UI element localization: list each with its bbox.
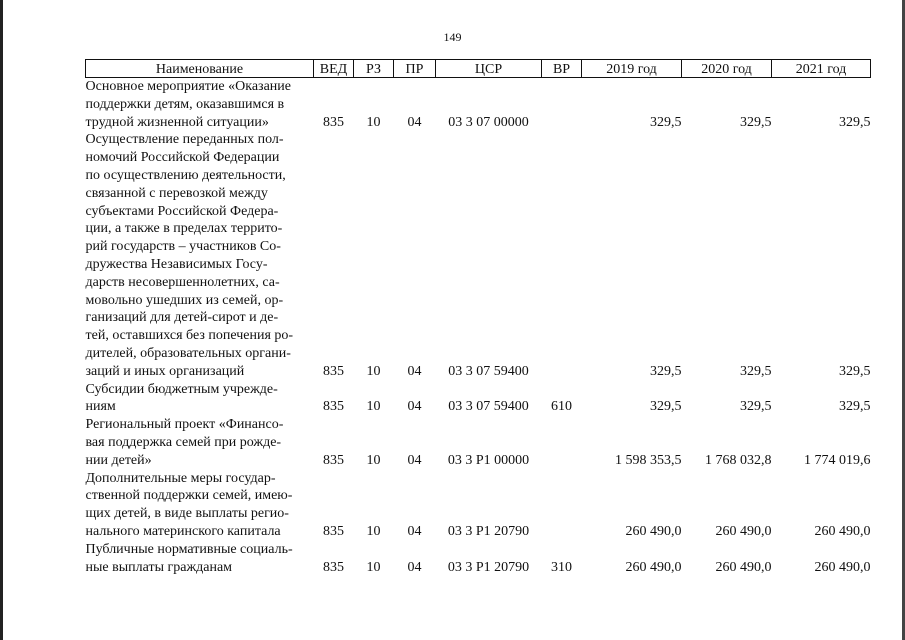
row-name	[86, 131, 314, 380]
row-name-line: мовольно ушедших из семей, ор-	[85, 292, 284, 308]
row-pr: 04	[407, 523, 422, 539]
row-amount-2020: 329,5	[740, 114, 772, 130]
row-name	[86, 381, 314, 417]
table-body	[86, 78, 871, 577]
row-amount-2021: 1 774 019,6	[804, 452, 871, 468]
row-amount-2019: 329,5	[650, 114, 682, 130]
row-amount-2021: 329,5	[839, 114, 871, 130]
row-name-line: поддержки детям, оказавшимся в	[85, 96, 285, 112]
row-name	[86, 541, 314, 577]
row-rz: 10	[366, 114, 381, 130]
row-name-line: ниям	[85, 399, 116, 415]
header-csr: ЦСР	[436, 60, 542, 78]
row-name-line: тей, оставшихся без попечения ро-	[85, 328, 294, 344]
row-name-line: Субсидии бюджетным учрежде-	[85, 381, 278, 397]
row-name-line: вая поддержка семей при рожде-	[85, 434, 282, 450]
row-csr: 03 3 07 00000	[448, 114, 529, 130]
row-pr: 04	[407, 399, 422, 415]
row-name-line: Осуществление переданных пол-	[85, 132, 284, 148]
row-amount-2020: 1 768 032,8	[705, 452, 772, 468]
row-amount-2019: 260 490,0	[625, 559, 682, 575]
row-name	[86, 416, 314, 469]
row-pr: 04	[407, 363, 422, 379]
header-rz: РЗ	[354, 60, 394, 78]
row-name-line: ственной поддержки семей, имею-	[85, 488, 293, 504]
header-vr: ВР	[542, 60, 582, 78]
row-name-line: номочий Российской Федерации	[85, 150, 280, 166]
table-row	[86, 131, 871, 380]
row-pr: 04	[407, 559, 422, 575]
page-number: 149	[443, 30, 462, 44]
row-rz: 10	[366, 559, 381, 575]
row-name-line: дителей, образовательных органи-	[85, 345, 291, 361]
header-name: Наименование	[86, 60, 314, 78]
row-name-line: заций и иных организаций	[85, 363, 245, 379]
row-name-line: по осуществлению деятельности,	[85, 167, 286, 183]
row-amount-2019: 260 490,0	[625, 523, 682, 539]
row-rz: 10	[366, 523, 381, 539]
row-ved: 835	[323, 523, 344, 539]
row-name-line: дружества Независимых Госу-	[85, 256, 268, 272]
row-name-line: связанной с перевозкой между	[85, 185, 268, 201]
row-vr	[542, 470, 582, 541]
row-name-line: ные выплаты гражданам	[85, 559, 233, 575]
row-name-line: дарств несовершеннолетних, са-	[85, 274, 280, 290]
row-name	[86, 78, 314, 132]
row-amount-2021: 329,5	[839, 399, 871, 415]
table-row	[86, 78, 871, 132]
row-csr: 03 3 07 59400	[448, 399, 529, 415]
row-ved: 835	[323, 399, 344, 415]
row-vr	[542, 416, 582, 469]
row-vr: 310	[551, 559, 572, 575]
row-rz: 10	[366, 363, 381, 379]
row-name-line: Публичные нормативные социаль-	[85, 541, 293, 557]
row-name-line: нального материнского капитала	[85, 523, 281, 539]
row-amount-2019: 329,5	[650, 363, 682, 379]
row-amount-2020: 329,5	[740, 399, 772, 415]
row-name-line: Основное мероприятие «Оказание	[85, 79, 291, 94]
row-amount-2021: 260 490,0	[814, 523, 871, 539]
row-ved: 835	[323, 363, 344, 379]
row-csr: 03 3 P1 00000	[447, 452, 530, 468]
row-ved: 835	[323, 452, 344, 468]
row-name-line: щих детей, в виде выплаты регио-	[85, 506, 289, 522]
row-name-line: рий государств – участников Со-	[85, 239, 281, 255]
table-row	[86, 470, 871, 541]
row-ved: 835	[323, 559, 344, 575]
scan-edge-left	[0, 0, 3, 640]
table-row	[86, 541, 871, 577]
row-pr: 04	[407, 114, 422, 130]
row-ved: 835	[323, 114, 344, 130]
row-rz: 10	[366, 399, 381, 415]
row-vr: 610	[551, 399, 572, 415]
row-name-line: нии детей»	[85, 452, 152, 468]
table-row	[86, 416, 871, 469]
header-ved: ВЕД	[314, 60, 354, 78]
row-name-line: ганизаций для детей-сирот и де-	[85, 310, 279, 326]
table-row	[86, 381, 871, 417]
row-name-line: трудной жизненной ситуации»	[85, 114, 269, 130]
row-pr: 04	[407, 452, 422, 468]
row-amount-2019: 1 598 353,5	[615, 452, 682, 468]
row-vr	[542, 131, 582, 380]
row-name-line: Региональный проект «Финансо-	[85, 417, 284, 433]
row-name-line: ции, а также в пределах террито-	[85, 221, 283, 237]
row-amount-2020: 260 490,0	[715, 523, 772, 539]
header-2019: 2019 год	[582, 60, 682, 78]
row-name-line: Дополнительные меры государ-	[85, 470, 276, 486]
row-name-line: субъектами Российской Федера-	[85, 203, 279, 219]
row-amount-2019: 329,5	[650, 399, 682, 415]
row-amount-2020: 329,5	[740, 363, 772, 379]
table-header-row	[86, 60, 871, 78]
row-amount-2020: 260 490,0	[715, 559, 772, 575]
row-amount-2021: 260 490,0	[814, 559, 871, 575]
row-csr: 03 3 P1 20790	[447, 523, 530, 539]
row-name	[86, 470, 314, 541]
header-2021: 2021 год	[772, 60, 871, 78]
row-amount-2021: 329,5	[839, 363, 871, 379]
row-rz: 10	[366, 452, 381, 468]
header-pr: ПР	[394, 60, 436, 78]
row-csr: 03 3 07 59400	[448, 363, 529, 379]
row-vr	[542, 78, 582, 132]
row-csr: 03 3 P1 20790	[447, 559, 530, 575]
header-2020: 2020 год	[682, 60, 772, 78]
budget-table	[85, 59, 871, 576]
